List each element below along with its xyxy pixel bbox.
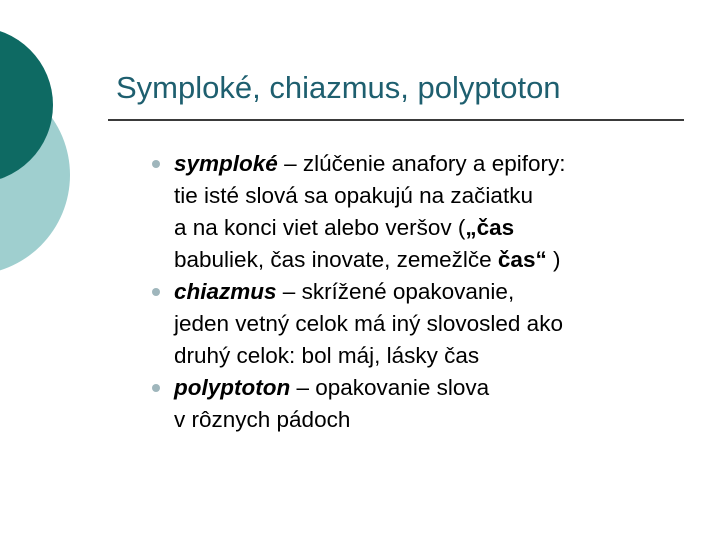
line-1 <box>174 276 698 308</box>
decorative-circles <box>0 0 120 300</box>
bullet-list <box>158 148 698 436</box>
bullet-chiazmus <box>158 276 698 372</box>
title-divider <box>108 119 684 121</box>
slide-title: Symploké, chiazmus, polyptoton <box>116 70 561 105</box>
bullet-polyptoton <box>158 372 698 436</box>
text: – opakovanie slova <box>290 375 490 400</box>
text: ) <box>546 247 561 272</box>
bold-text: „čas <box>465 215 515 240</box>
bullet-symploke <box>158 148 698 276</box>
text: – zlúčenie anafory a epifory: <box>277 151 566 176</box>
bullet-dot-icon <box>152 384 160 392</box>
term-chiazmus: chiazmus <box>174 279 277 304</box>
text: a na konci viet alebo veršov ( <box>174 215 466 240</box>
term-symploke: symploké <box>174 151 278 176</box>
text: babuliek, čas inovate, zemežlče <box>174 247 498 272</box>
text: – skrížené opakovanie, <box>276 279 515 304</box>
line-1 <box>174 148 698 180</box>
term-polyptoton: polyptoton <box>174 375 291 400</box>
line-3: druhý celok: bol máj, lásky čas <box>174 343 480 368</box>
line-4 <box>174 244 698 276</box>
line-3 <box>174 212 698 244</box>
bullet-dot-icon <box>152 160 160 168</box>
bullet-dot-icon <box>152 288 160 296</box>
line-1 <box>174 372 698 404</box>
line-2: jeden vetný celok má iný slovosled ako <box>174 311 563 336</box>
bold-text: čas“ <box>497 247 547 272</box>
line-2: tie isté slová sa opakujú na začiatku <box>174 183 533 208</box>
line-2: v rôznych pádoch <box>174 407 351 432</box>
